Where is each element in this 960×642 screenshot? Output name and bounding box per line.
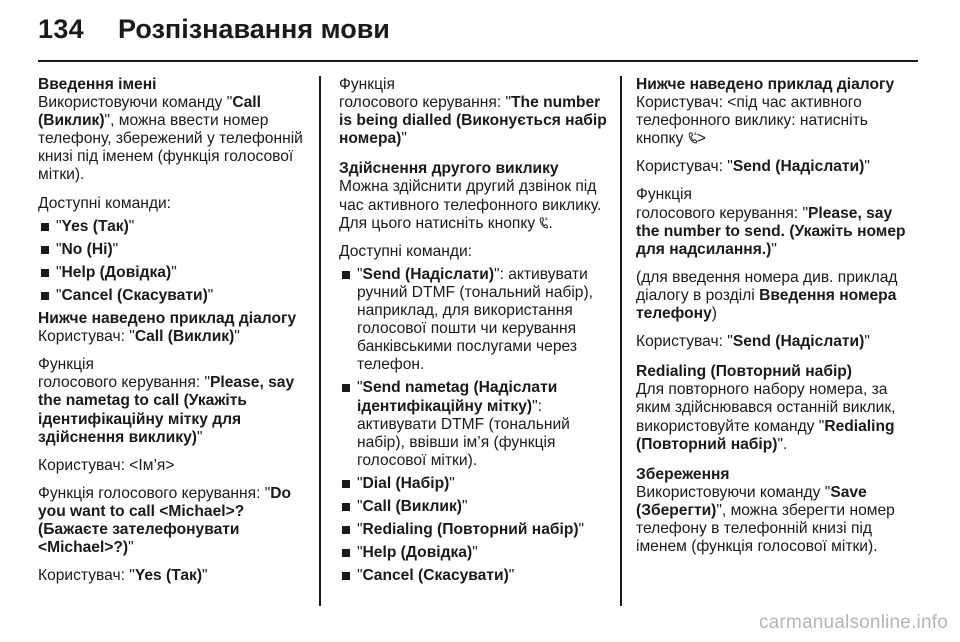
column-divider-right: [620, 76, 622, 606]
phone-handset-icon: [688, 132, 697, 144]
paragraph-saving: Використовуючи команду "Save (Зберегти)", можна зберегти номер телефону в телефонній книзі під іменем (функція голосової мітки).: [636, 483, 895, 556]
dialog-user-line: Користувач: "Call (Виклик)": [38, 328, 240, 346]
dialog-user-line: Користувач: "Yes (Так)": [38, 567, 208, 585]
command-list: [38, 218, 306, 305]
available-commands-label: Доступні команди:: [38, 194, 171, 212]
watermark: carmanualsonline.info: [758, 612, 948, 633]
dialog-user-line: Користувач: "Send (Надіслати)": [636, 333, 870, 351]
dialog-user-line: Користувач: <Ім’я>: [38, 456, 175, 474]
page-number: 134: [38, 14, 84, 44]
list-item: "Send (Надіслати)": активувати ручний DTMF (тональний набір), наприклад, для використання голосової пошти чи керування банківськими послугами через телефон.: [339, 266, 609, 375]
list-item: "Redialing (Повторний набір)": [339, 521, 609, 539]
header-rule: [38, 60, 918, 62]
list-item: "Cancel (Скасувати)": [339, 567, 609, 585]
paragraph-name-input: Використовуючи команду "Call (Виклик)", можна ввести номер телефону, збережений у телефонній книзі під іменем (функція голосової мітки).: [38, 94, 303, 184]
page-title: Розпізнавання мови: [118, 14, 390, 44]
dialog-system-line: Функція голосового керування: "Please, say the number to send. (Укажіть номер для надсилання.)": [636, 186, 906, 258]
paragraph-example-reference: (для введення номера див. приклад діалогу в розділі Введення номера телефону): [636, 268, 898, 323]
dialog-system-line: Функція голосового керування: "Do you want to call <Michael>? (Бажаєте зателефонувати <Michael>?)": [38, 484, 292, 557]
list-item: "Help (Довідка)": [339, 544, 609, 562]
section-heading-name-input: Введення імені: [38, 76, 157, 93]
list-item: "No (Ні)": [38, 241, 306, 259]
section-heading-redialing: Redialing (Повторний набір): [636, 363, 852, 381]
column-3: [636, 76, 908, 566]
dialog-system-line: Функція голосового керування: "The number is being dialled (Виконується набір номера)": [339, 76, 607, 148]
section-heading-dialog-example: Нижче наведено приклад діалогу: [636, 76, 895, 93]
dialog-system-line: Функція голосового керування: "Please, say the nametag to call (Укажіть ідентифікаційну мітку для здійснення виклику)": [38, 356, 295, 446]
section-heading-second-call: Здійснення другого виклику: [339, 160, 559, 178]
command-list: [339, 266, 609, 586]
dialog-user-line: Користувач: <під час активного телефонного виклику: натисніть кнопку >: [636, 94, 868, 148]
page-header: [38, 14, 920, 62]
column-2: [339, 76, 609, 590]
paragraph-second-call: Можна здійснити другий дзвінок під час активного телефонного виклику. Для цього натисніть кнопку .: [339, 178, 602, 232]
section-heading-saving: Збереження: [636, 465, 730, 483]
paragraph-redialing: Для повторного набору номера, за яким здійснювався останній виклик, використовуйте команду "Redialing (Повторний набір)".: [636, 381, 896, 453]
list-item: "Help (Довідка)": [38, 264, 306, 282]
dialog-user-line: Користувач: "Send (Надіслати)": [636, 158, 870, 176]
list-item: "Yes (Так)": [38, 218, 306, 236]
list-item: "Call (Виклик)": [339, 498, 609, 516]
section-heading-dialog-example: Нижче наведено приклад діалогу: [38, 310, 297, 328]
column-1: [38, 76, 306, 595]
list-item: "Cancel (Скасувати)": [38, 287, 306, 305]
available-commands-label: Доступні команди:: [339, 242, 472, 260]
list-item: "Send nametag (Надіслати ідентифікаційну мітку)": активувати DTMF (тональний набір), ввівши ім’я (функція голосової мітки).: [339, 379, 609, 469]
list-item: "Dial (Набір)": [339, 475, 609, 493]
column-divider-left: [319, 76, 321, 606]
